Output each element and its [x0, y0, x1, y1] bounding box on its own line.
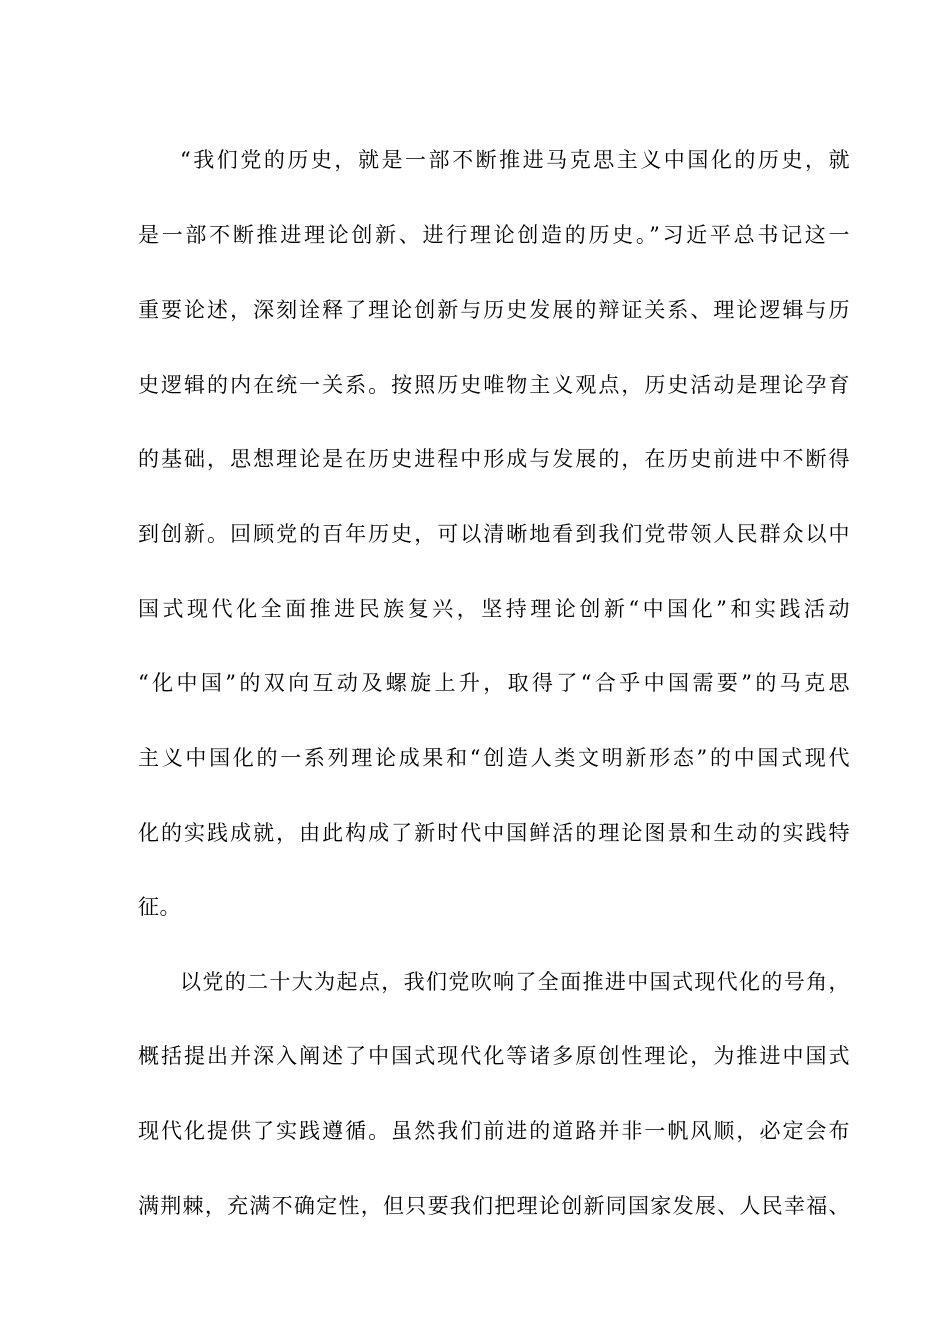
- paragraph-1-line-11: 征。: [138, 895, 181, 919]
- paragraph-1-line-2: 是一部不断推进理论创新、进行理论创造的历史。”习近平总书记这一: [138, 223, 850, 247]
- paragraph-1-line-5: 的基础，思想理论是在历史进程中形成与发展的，在历史前进中不断得: [138, 447, 850, 471]
- paragraph-2-line-4: 满荆棘，充满不确定性，但只要我们把理论创新同国家发展、人民幸福、: [138, 1194, 850, 1218]
- paragraph-1-line-6: 到创新。回顾党的百年历史，可以清晰地看到我们党带领人民群众以中: [138, 522, 850, 546]
- paragraph-1-line-9: 主义中国化的一系列理论成果和“创造人类文明新形态”的中国式现代: [138, 746, 850, 770]
- paragraph-1-line-3: 重要论述，深刻诠释了理论创新与历史发展的辩证关系、理论逻辑与历: [138, 298, 850, 322]
- paragraph-1-line-10: 化的实践成就，由此构成了新时代中国鲜活的理论图景和生动的实践特: [138, 821, 850, 845]
- paragraph-2-line-1: 以党的二十大为起点，我们党吹响了全面推进中国式现代化的号角，: [180, 970, 850, 994]
- paragraph-2-line-2: 概括提出并深入阐述了中国式现代化等诸多原创性理论，为推进中国式: [138, 1044, 850, 1068]
- paragraph-2-line-3: 现代化提供了实践遵循。虽然我们前进的道路并非一帆风顺，必定会布: [138, 1119, 850, 1143]
- paragraph-1-line-1: “我们党的历史，就是一部不断推进马克思主义中国化的历史，就: [180, 148, 850, 172]
- paragraph-1-line-7: 国式现代化全面推进民族复兴，坚持理论创新“中国化”和实践活动: [138, 597, 850, 621]
- paragraph-1-line-4: 史逻辑的内在统一关系。按照历史唯物主义观点，历史活动是理论孕育: [138, 373, 850, 397]
- paragraph-1-line-8: “化中国”的双向互动及螺旋上升，取得了“合乎中国需要”的马克思: [138, 671, 850, 695]
